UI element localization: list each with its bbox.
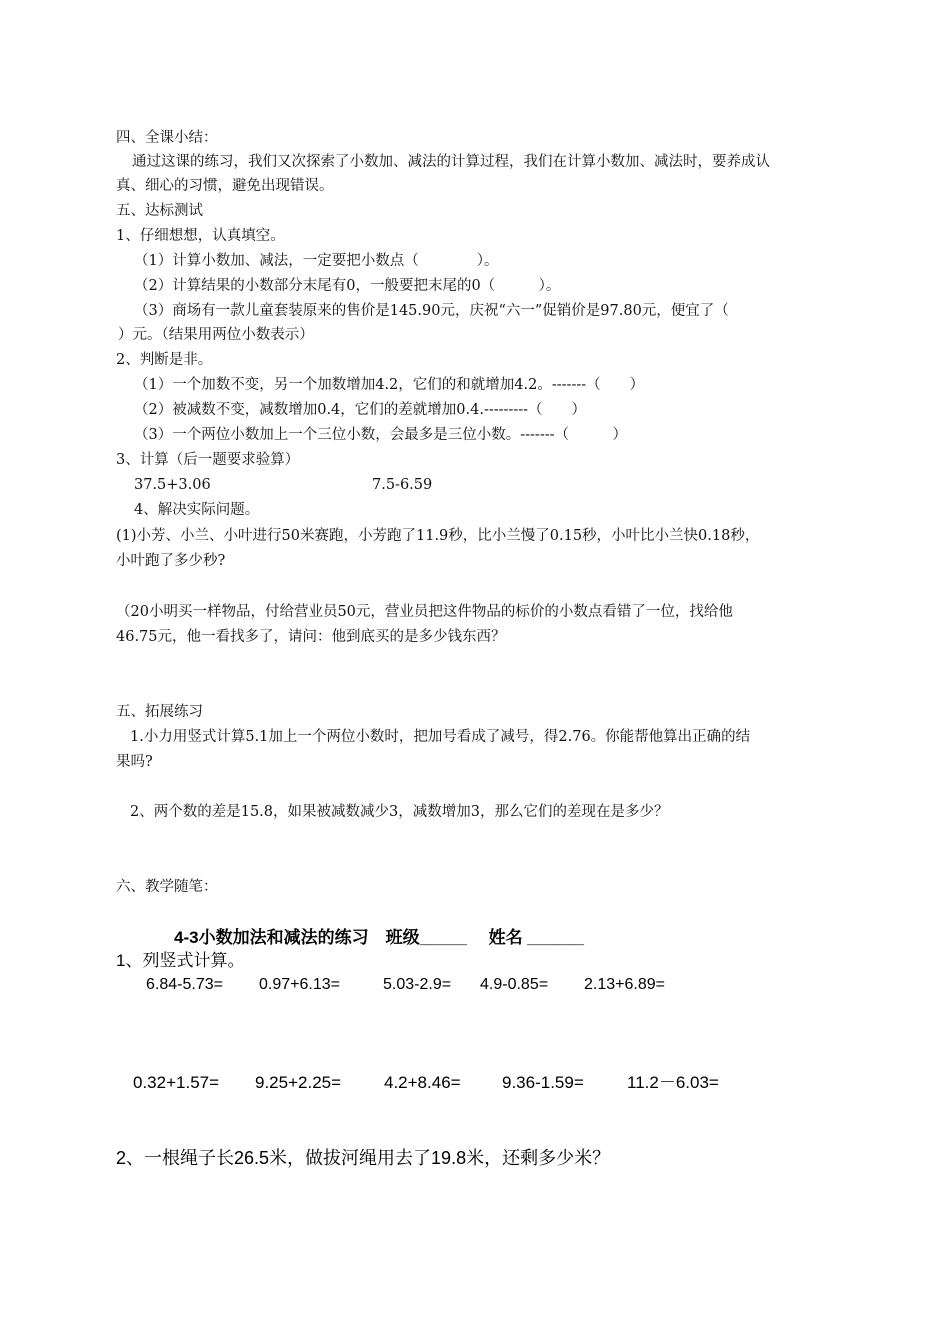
test-q4-problem1-line1: (1)小芳、小兰、小叶进行50米赛跑，小芳跑了11.9秒，比小兰慢了0.15秒，小叶比小兰快0.18秒， [116,528,760,544]
test-q3-expr1: 37.5+3.06 [134,477,211,493]
worksheet-row2-expr3: 4.2+8.46= [384,1073,461,1092]
worksheet-row2-expr5: 11.2－6.03= [627,1073,719,1092]
extension-problem1-line2: 果吗? [116,754,153,770]
worksheet-row2-expr4: 9.36-1.59= [502,1073,584,1092]
summary-text-line1: 通过这课的练习，我们又次探索了小数加、减法的计算过程，我们在计算小数加、减法时，要养成认 [132,154,770,170]
worksheet-q2: 2、一根绳子长26.5米，做拔河绳用去了19.8米，还剩多少米？ [116,1148,611,1168]
test-q4-problem2-line2: 46.75元，他一看找多了，请问：他到底买的是多少钱东西？ [116,629,506,645]
worksheet-row1-expr4: 4.9-0.85= [480,976,549,993]
summary-heading: 四、全课小结： [116,130,218,146]
worksheet-row1-expr5: 2.13+6.89= [584,976,665,993]
test-q2-item2: （2）被减数不变，减数增加0.4，它们的差就增加0.4.---------（ ） [134,402,587,418]
extension-problem1-line1: 1.小力用竖式计算5.1加上一个两位小数时，把加号看成了减号，得2.76。你能帮他算出正确的结 [130,729,751,745]
worksheet-row1-expr2: 0.97+6.13= [259,976,340,993]
test-q4-title: 4、解决实际问题。 [134,502,260,518]
worksheet-q1-title: 1、列竖式计算。 [116,951,245,970]
worksheet-title: 4-3小数加法和减法的练习 班级_____ 姓名 ______ [174,928,585,947]
test-q3-title: 3、计算（后一题要求验算） [116,452,300,468]
extension-problem2: 2、两个数的差是15.8，如果被减数减少3，减数增加3，那么它们的差现在是多少？ [130,804,669,820]
test-q4-problem2-line1: （20小明买一样物品，付给营业员50元，营业员把这件物品的标价的小数点看错了一位，找给他 [116,604,733,620]
test-q1-item2: （2）计算结果的小数部分末尾有0，一般要把末尾的0（ ）。 [134,278,561,294]
test-q1-title: 1、仔细想想，认真填空。 [116,228,285,244]
test-q1-item3-line2: ）元。（结果用两位小数表示） [118,327,314,343]
summary-text-line2: 真、细心的习惯，避免出现错误。 [116,178,334,194]
test-heading: 五、达标测试 [116,203,203,219]
worksheet-row2-expr1: 0.32+1.57= [133,1073,220,1092]
worksheet-row2-expr2: 9.25+2.25= [255,1073,342,1092]
extension-heading: 五、拓展练习 [116,704,203,720]
test-q2-title: 2、判断是非。 [116,352,213,368]
test-q2-item3: （3）一个两位小数加上一个三位小数，会最多是三位小数。-------（ ） [134,427,628,443]
notes-heading: 六、教学随笔： [116,879,218,895]
test-q3-expr2: 7.5-6.59 [372,477,433,493]
test-q2-item1: （1）一个加数不变，另一个加数增加4.2，它们的和就增加4.2。-------（ ） [134,377,645,393]
test-q1-item1: （1）计算小数加、减法，一定要把小数点（ ）。 [134,253,499,269]
test-q1-item3-line1: （3）商场有一款儿童套装原来的售价是145.90元，庆祝“六一”促销价是97.80元，便宜了（ [134,303,729,319]
worksheet-row1-expr3: 5.03-2.9= [383,976,452,993]
test-q4-problem1-line2: 小叶跑了多少秒? [116,553,226,569]
worksheet-row1-expr1: 6.84-5.73= [146,976,223,993]
